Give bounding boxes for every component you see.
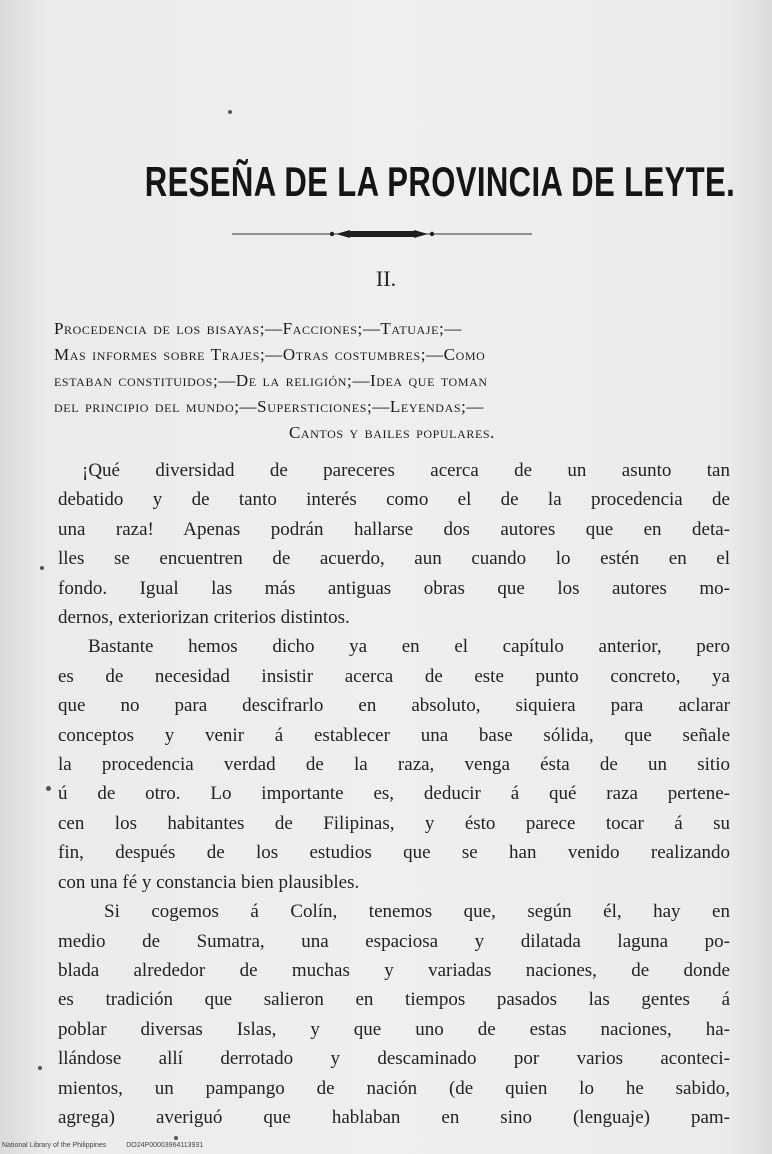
- ink-speck: [46, 786, 51, 791]
- body-line: cen los habitantes de Filipinas, y ésto parece tocar á su: [58, 812, 730, 834]
- page-title: RESEÑA DE LA PROVINCIA DE LEYTE.: [144, 158, 736, 205]
- body-line: Bastante hemos dicho ya en el capítulo anterior, pero: [88, 636, 730, 658]
- body-line: dernos, exteriorizan criterios distintos.: [58, 607, 350, 629]
- body-line: medio de Sumatra, una espaciosa y dilatada laguna po-: [58, 930, 730, 952]
- summary-line: Procedencia de los bisayas;—Facciones;—Tatuaje;—: [54, 319, 462, 338]
- summary-line: del principio del mundo;—Supersticiones;—Leyendas;—: [54, 397, 485, 416]
- ornament-divider: [232, 226, 532, 242]
- body-line: Si cogemos á Colín, tenemos que, según él, hay en: [104, 901, 730, 923]
- body-line: blada alrededor de muchas y variadas naciones, de donde: [58, 959, 730, 981]
- ink-speck: [40, 566, 44, 570]
- library-credit: National Library of the Philippines: [2, 1142, 107, 1149]
- body-line: con una fé y constancia bien plausibles.: [58, 871, 360, 893]
- body-line: es de necesidad insistir acerca de este punto concreto, ya: [58, 665, 730, 687]
- ink-speck: [228, 110, 232, 114]
- summary-line: Cantos y bailes populares.: [288, 423, 496, 442]
- body-line: llándose allí derrotado y descaminado por varios aconteci-: [58, 1048, 730, 1070]
- summary-line: estaban constituidos;—De la religión;—Idea que toman: [54, 371, 488, 390]
- body-line: que no para descifrarlo en absoluto, siquiera para aclarar: [58, 695, 730, 717]
- body-line: la procedencia verdad de la raza, venga ésta de un sitio: [58, 754, 730, 776]
- scan-footer: [2, 1142, 221, 1149]
- body-line: fin, después de los estudios que se han venido realizando: [58, 842, 730, 864]
- body-line: lles se encuentren de acuerdo, aun cuando lo estén en el: [58, 548, 730, 570]
- summary-line: Mas informes sobre Trajes;—Otras costumbres;—Como: [54, 345, 486, 364]
- chapter-summary: [54, 316, 730, 446]
- body-text: [58, 456, 730, 1132]
- ink-speck: [38, 1066, 42, 1070]
- body-line: debatido y de tanto interés como el de la procedencia de: [58, 489, 730, 511]
- body-line: agrega) averiguó que hablaban en sino (lenguaje) pam-: [58, 1106, 730, 1128]
- body-line: poblar diversas Islas, y que uno de estas naciones, ha-: [58, 1018, 730, 1040]
- body-line: ¡Qué diversidad de pareceres acerca de un asunto tan: [82, 460, 730, 481]
- document-code: DO24P00003964113931: [126, 1142, 204, 1149]
- body-line: mientos, un pampango de nación (de quien lo he sabido,: [58, 1077, 730, 1099]
- body-line: es tradición que salieron en tiempos pasados las gentes á: [58, 989, 730, 1011]
- ink-speck: [174, 1136, 178, 1140]
- body-line: una raza! Apenas podrán hallarse dos autores que en deta-: [58, 518, 730, 540]
- body-line: fondo. Igual las más antiguas obras que los autores mo-: [58, 577, 730, 599]
- body-line: conceptos y venir á establecer una base sólida, que señale: [58, 724, 730, 746]
- section-number: II.: [375, 266, 397, 291]
- body-line: ú de otro. Lo importante es, deducir á qué raza pertene-: [58, 783, 730, 805]
